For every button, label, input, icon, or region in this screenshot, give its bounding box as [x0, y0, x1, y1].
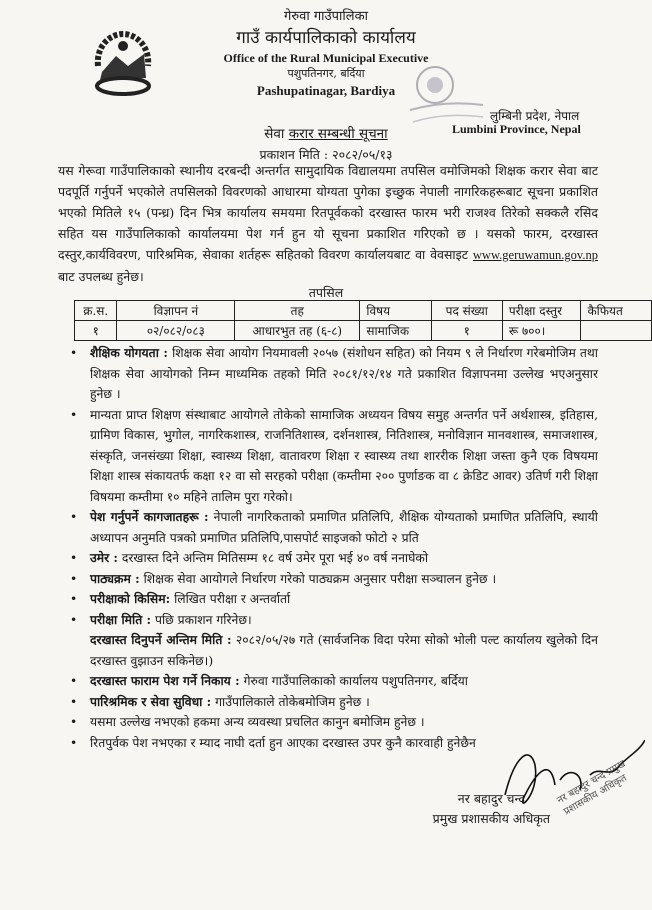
location-en: Pashupatinagar, Bardiya	[256, 83, 396, 98]
item-text: यसमा उल्लेख नभएको हकमा अन्य व्यवस्था प्रचलित कानुन बमोजिम हुनेछ ।	[90, 715, 425, 729]
signatory-designation: प्रमुख प्रशासकीय अधिकृत	[432, 811, 550, 826]
location: पशुपतिनगर, बर्दिया	[287, 67, 365, 80]
list-item	[68, 630, 598, 671]
publish-date: प्रकाशन मिति : २०८२/०५/१३	[259, 147, 393, 162]
item-label: पाठ्यक्रम :	[90, 570, 140, 586]
designation-stamp: नर बहादुर चन्द प्रमुख प्रशासकीय अधिकृत	[555, 758, 629, 818]
item-label: पेश गर्नुपर्ने कागजातहरू :	[90, 509, 209, 524]
table-row: १ ०२/०८२/०८३ आधारभुत तह (६-८) सामाजिक १ रू ७००।	[75, 321, 652, 341]
list-item	[68, 548, 598, 569]
item-text: गाउँपालिकाले तोकेबमोजिम हुनेछ ।	[215, 694, 370, 709]
municipality-name: गेरुवा गाउँपालिका	[284, 9, 368, 24]
list-item	[68, 507, 598, 548]
item-text: रितपुर्वक पेश नभएका र म्याद नाघी दर्ता हुन आएका दरखास्त उपर कुनै कारवाही हुनेछैन	[90, 735, 476, 750]
item-text: दरखास्त दिने अन्तिम मितिसम्म १८ वर्ष उमेर पूरा भई ४० वर्ष ननाघेको	[121, 551, 429, 565]
requirements-list	[68, 343, 598, 753]
province-en: Lumbini Province, Nepal	[452, 122, 581, 136]
list-item	[68, 589, 598, 610]
item-text: शिक्षक सेवा आयोग नियमावली २०५७ (संशोधन सहित) को नियम ९ ले निर्धारण गरेबमोजिम तथा शिक्षक सेवा आयोगको निम्न माध्यमिक तहको मिति २०८१/१२/१४ गते प्रकाशित विज्ञापनमा उल्लेख भएअनुसार हुनेछ ।	[90, 346, 598, 401]
item-label: दरखास्त फाराम पेश गर्ने निकाय :	[90, 673, 240, 688]
item-label: पारिश्रमिक र सेवा सुविधा :	[90, 693, 212, 709]
vacancy-table	[74, 300, 652, 341]
office-name-en: Office of the Rural Municipal Executive	[223, 51, 429, 65]
notice-body: यस गेरूवा गाउँपालिकाको स्थानीय दरबन्दी अन्तर्गत सामुदायिक विद्यालयमा तपसिल वमोजिमको शिक्षक करार सेवा बाट पदपूर्ति गर्नुपर्ने भएकोले तपसिलको विवरणको आधारमा योग्यता पुगेका इच्छुक नेपाली नागरिकहरूबाट सूचना प्रकाशित भएको मितिले १५ (पन्ध्र) दिन भित्र कार्यालय समयमा रितपूर्वकको दरखास्त फारम भरी राजश्व तिरेको सक्कलै रसिद सहित यस गाउँपालिकाको कार्यालयमा पेश गर्न हुन यो सूचना प्रकाशित गरिएको छ । यसको फारम, दरखास्त दस्तुर,कार्यविवरण, पारिश्रमिक, सेवाका शर्तहरू सहितको विवरण कार्यालयबाट वा वेवसाइट www.geruwamun.gov.np बाट उपलब्ध हुनेछ।	[58, 163, 598, 284]
list-item	[68, 569, 598, 590]
item-text: नेपाली नागरिकताको प्रमाणित प्रतिलिपि, शैक्षिक योग्यताको प्रमाणित प्रतिलिपि, स्थायी अध्यापन अनुमति पत्रको प्रमाणित प्रतिलिपि,पासपोर्ट साइजको फोटो २ प्रति	[90, 510, 598, 545]
table-caption: तपसिल	[308, 285, 344, 300]
item-text: मान्यता प्राप्त शिक्षण संस्थाबाट आयोगले तोकेको सामाजिक अध्ययन विषय समुह अन्तर्गत पर्ने अर्थशास्त्र, इतिहास, ग्रामिण विकास, भुगोल, नागरिकशास्त्र, राजनितिशास्त्र, दर्शनशास्त्र, नितिशास्त्र, मनोविज्ञान मानवशास्त्र, समाजशास्त्र, संस्कृति, जनसंख्या शिक्षा, स्वास्थ्य शिक्षा, वातावरण शिक्षा र स्वास्थ्य तथा शाररीक शिक्षा जस्ता कुनै एक विषयमा शिक्षा शास्त्र संकायतर्फ कक्षा १२ वा सो सरहको परीक्षा (कम्तीमा २०० पुर्णाङक वा ८ क्रेडिट आवर) उतिर्ण गरी शिक्षा विषयमा कम्तीमा १० महिने तालिम पुरा गरेको।	[90, 407, 598, 504]
website-link[interactable]: www.geruwamun.gov.np	[472, 248, 598, 262]
item-text: गेरुवा गाउँपालिकाको कार्यालय पशुपतिनगर, बर्दिया	[243, 674, 468, 688]
signatory-name: नर बहादुर चन्द	[457, 791, 525, 806]
list-item	[68, 343, 598, 405]
item-label: परीक्षा मिति :	[90, 611, 152, 627]
list-item	[68, 405, 598, 508]
list-item	[68, 692, 598, 713]
item-text: पछि प्रकाशन गरिनेछ।	[154, 612, 252, 627]
item-label: उमेर :	[90, 550, 118, 565]
item-label: दरखास्त दिनुपर्ने अन्तिम मिति :	[90, 632, 232, 647]
notice-title: सेवा करार सम्बन्धी सूचना	[264, 126, 388, 142]
item-text: शिक्षक सेवा आयोगले निर्धारण गरेको पाठ्यक्रम अनुसार परीक्षा सञ्चालन हुनेछ ।	[143, 571, 497, 586]
item-text: लिखित परीक्षा र अन्तर्वार्ता	[174, 592, 291, 606]
item-label: परीक्षाको किसिम:	[90, 591, 171, 606]
list-item	[68, 671, 598, 692]
list-item	[68, 610, 598, 631]
office-name: गाउँ कार्यपालिकाको कार्यालय	[236, 28, 416, 48]
table-header-row: क्र.स. विज्ञापन नं तह विषय पद संख्या परीक्षा दस्तुर कैफियत	[75, 301, 652, 321]
item-label: शैक्षिक योगयता :	[90, 345, 168, 360]
province: लुम्बिनी प्रदेश, नेपाल	[490, 109, 580, 123]
list-item	[68, 712, 598, 733]
item-text: २०८२/०५/२७ गते (सार्वजनिक विदा परेमा सोको भोली पल्ट कार्यालय खुलेको दिन दरखास्त वुझाउन सकिनेछ।)	[90, 633, 598, 668]
